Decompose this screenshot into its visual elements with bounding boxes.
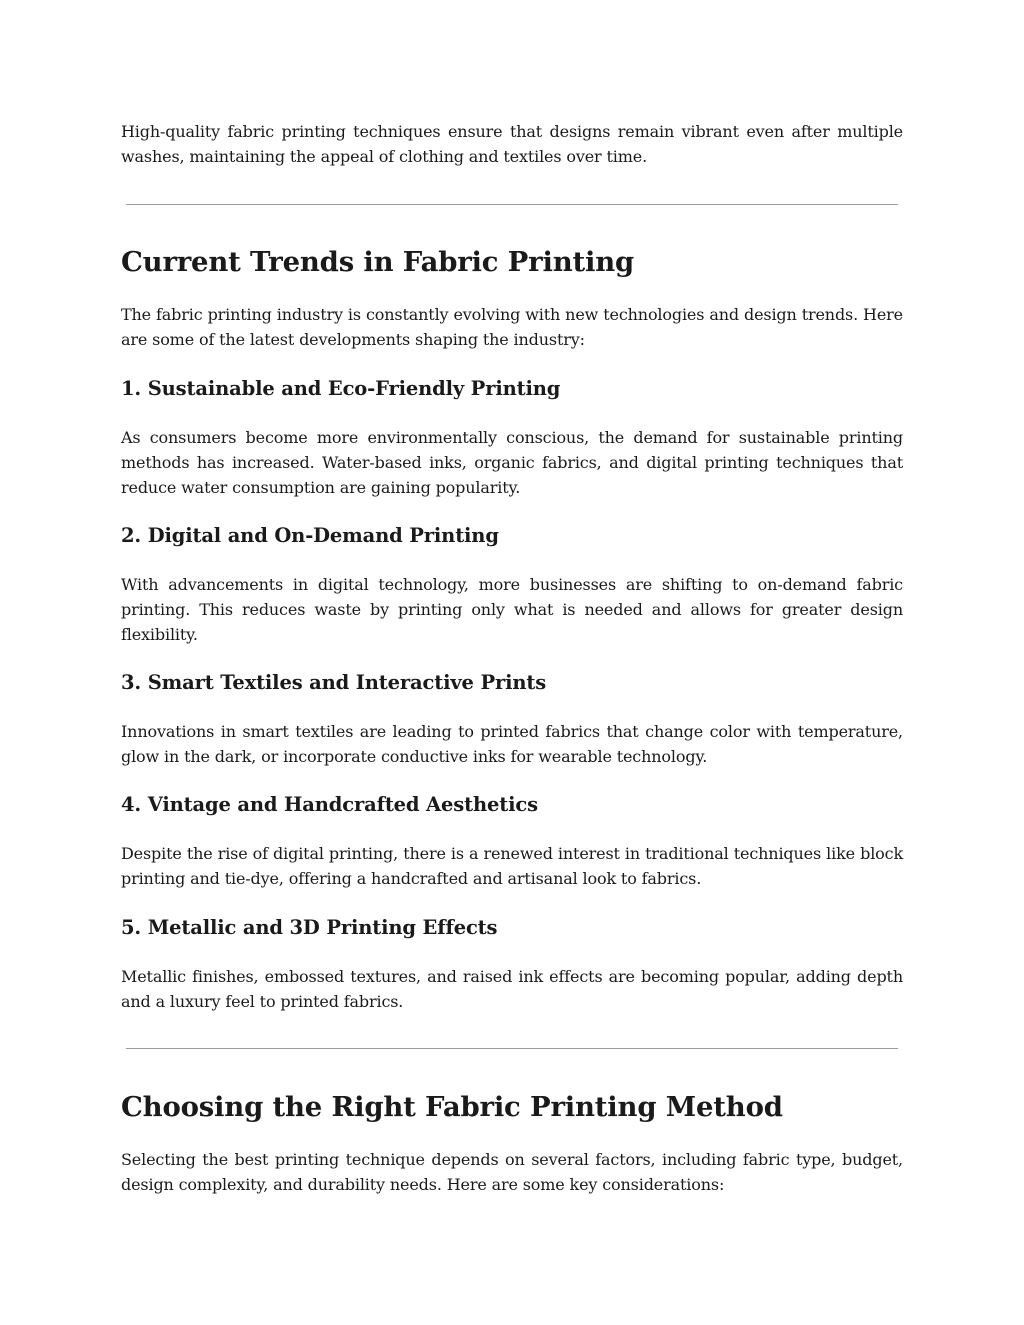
trends-heading: Current Trends in Fabric Printing	[121, 246, 635, 278]
trend-4-text: Despite the rise of digital printing, there is a renewed interest in traditional techniques like block printing and tie-dye, offering a handcrafted and artisanal look to fabrics.	[121, 844, 903, 888]
trend-1-title: 1. Sustainable and Eco-Friendly Printing	[121, 377, 561, 400]
section-divider	[126, 1048, 898, 1049]
trend-1-text: As consumers become more environmentally conscious, the demand for sustainable printing methods has increased. Water-based inks, organic fabrics, and digital printing techniques that reduce water consumption are gaining popularity.	[121, 428, 903, 497]
trend-2-title: 2. Digital and On-Demand Printing	[121, 524, 499, 547]
intro-paragraph: High-quality fabric printing techniques ensure that designs remain vibrant even after multiple washes, maintaining the appeal of clothing and textiles over time.	[121, 122, 903, 166]
trend-5-title: 5. Metallic and 3D Printing Effects	[121, 916, 498, 939]
trend-5-text: Metallic finishes, embossed textures, and raised ink effects are becoming popular, adding depth and a luxury feel to printed fabrics.	[121, 967, 903, 1011]
trend-3-text: Innovations in smart textiles are leading to printed fabrics that change color with temperature, glow in the dark, or incorporate conductive inks for wearable technology.	[121, 722, 903, 766]
choosing-intro-paragraph: Selecting the best printing technique depends on several factors, including fabric type, budget, design complexity, and durability needs. Here are some key considerations:	[121, 1150, 903, 1194]
section-divider	[126, 204, 898, 205]
trend-3-title: 3. Smart Textiles and Interactive Prints	[121, 671, 547, 694]
trend-2-text: With advancements in digital technology, more businesses are shifting to on-demand fabric printing. This reduces waste by printing only what is needed and allows for greater design flexibility.	[121, 575, 903, 644]
choosing-heading: Choosing the Right Fabric Printing Method	[121, 1091, 783, 1123]
trend-4-title: 4. Vintage and Handcrafted Aesthetics	[121, 793, 538, 816]
trends-intro-paragraph: The fabric printing industry is constantly evolving with new technologies and design trends. Here are some of the latest developments shaping the industry:	[121, 305, 903, 349]
